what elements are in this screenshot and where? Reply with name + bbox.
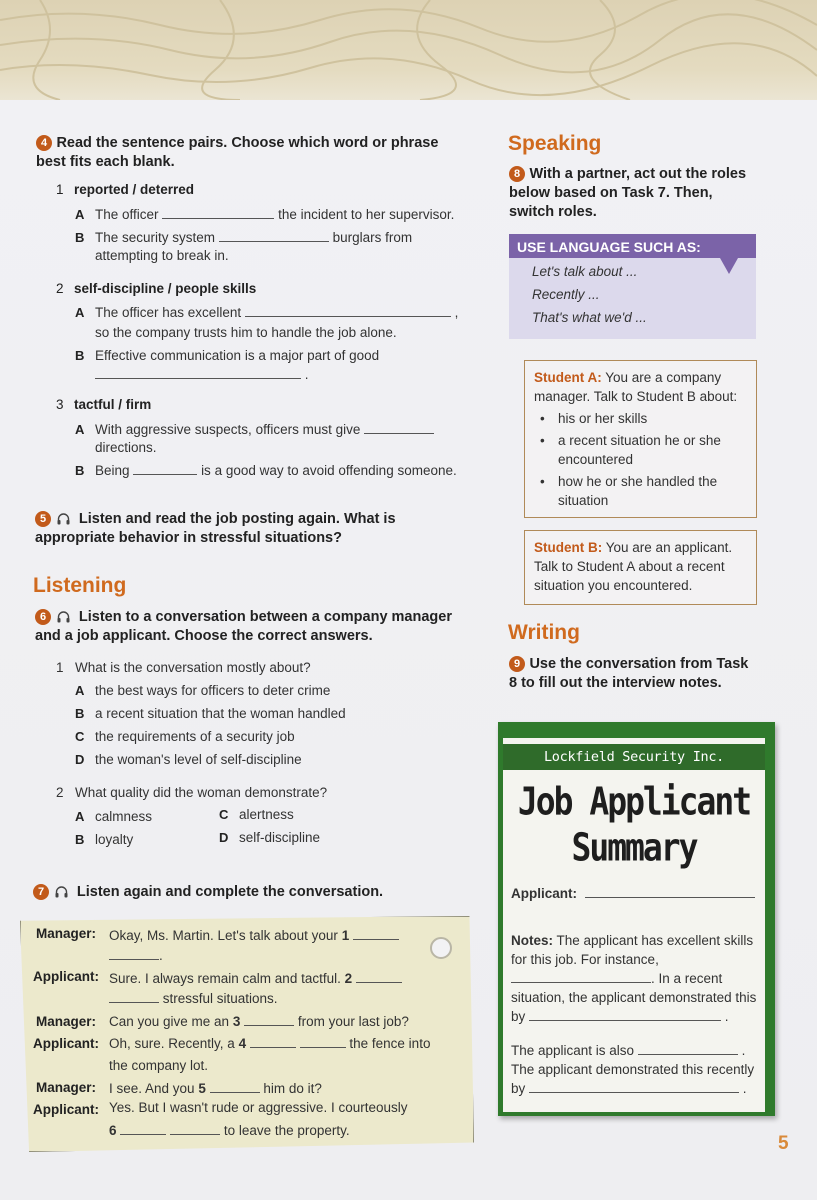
student-a-bullet: • his or her skills — [534, 409, 747, 428]
task-4-item-3a: A With aggressive suspects, officers must give — [75, 421, 434, 439]
card-title: Job Applicant Summary — [517, 779, 751, 870]
task-number-badge: 9 — [509, 656, 525, 672]
applicant-blank[interactable] — [585, 886, 755, 898]
student-b-text: You are an applicant. Talk to Student A about a recent situation you encountered. — [534, 540, 733, 593]
task-4-item-1b: B The security system burglars from — [75, 230, 413, 245]
task-6-question-1: 1 What is the conversation mostly about? — [56, 660, 311, 675]
task-6-q1-option-b[interactable]: B a recent situation that the woman handled — [75, 706, 346, 721]
task-6-q1-option-c[interactable]: C the requirements of a security job — [75, 729, 295, 744]
page-number: 5 — [778, 1133, 789, 1154]
conversation-line-5: I see. And you 5 him do it? — [109, 1081, 322, 1096]
answer-blank[interactable] — [95, 367, 301, 379]
conversation-line-1-cont: . — [109, 946, 163, 965]
conversation-line-6-cont: 6 to leave the property. — [109, 1123, 350, 1138]
language-phrase: Let's talk about ... — [532, 264, 638, 279]
conversation-line-1: Okay, Ms. Martin. Let's talk about your 1 — [109, 926, 399, 945]
writing-section-title: Writing — [508, 621, 580, 644]
task-6-text: Listen to a conversation between a company manager and a job applicant. Choose the correct answers. — [35, 609, 452, 644]
task-4-item-3b: B Being is a good way to avoid offending someone. — [75, 463, 457, 478]
task-8-instruction — [509, 165, 749, 222]
task-4-item-2a-cont: so the company trusts him to handle the job alone. — [95, 325, 397, 340]
answer-blank[interactable] — [109, 948, 159, 960]
language-box-heading: USE LANGUAGE SUCH AS: — [509, 234, 756, 258]
student-a-box — [524, 360, 757, 518]
answer-blank[interactable] — [364, 422, 434, 434]
task-number-badge: 8 — [509, 166, 525, 182]
answer-blank[interactable] — [250, 1036, 296, 1048]
speaker-label: Manager: — [36, 1080, 97, 1095]
task-6-q2-option-b[interactable]: B loyalty — [75, 832, 134, 847]
student-a-text: You are a company manager. Talk to Student B about: — [534, 370, 738, 404]
answer-blank[interactable] — [133, 463, 197, 475]
task-5-instruction — [35, 510, 455, 548]
task-7-text: Listen again and complete the conversation. — [76, 884, 384, 900]
task-4-item-1b-cont: attempting to break in. — [95, 248, 229, 263]
applicant-field: Applicant: — [511, 884, 755, 903]
answer-blank[interactable] — [356, 971, 402, 983]
task-4-item-1a: A The officer the incident to her supervisor. — [75, 207, 455, 222]
notes-blank[interactable] — [511, 971, 651, 983]
wood-grain-pattern — [0, 0, 817, 100]
task-number-badge: 5 — [35, 511, 51, 527]
task-6-q2-option-c[interactable]: C alertness — [219, 807, 294, 822]
notes-section: Notes: The applicant has excellent skills for this job. For instance, . In a recent situation, the applicant demonstrated this by . — [511, 933, 757, 1024]
language-phrase: Recently ... — [532, 287, 600, 302]
task-6-q2-option-a[interactable]: A calmness — [75, 809, 153, 824]
conversation-line-3: Can you give me an 3 from your last job? — [109, 1014, 409, 1029]
language-box — [509, 234, 756, 339]
answer-blank[interactable] — [219, 230, 329, 242]
answer-blank[interactable] — [244, 1014, 294, 1026]
conversation-line-4: Oh, sure. Recently, a 4 the fence into — [109, 1036, 431, 1051]
speaker-label: Manager: — [36, 926, 97, 941]
task-9-text: Use the conversation from Task 8 to fill out the interview notes. — [509, 656, 749, 691]
task-4-item-3a-cont: directions. — [95, 440, 157, 455]
listening-section-title: Listening — [33, 574, 127, 597]
answer-blank[interactable] — [245, 305, 451, 317]
conversation-line-4-cont: the company lot. — [109, 1058, 209, 1073]
notes-blank[interactable] — [638, 1043, 738, 1055]
student-b-box — [524, 530, 757, 605]
answer-blank[interactable] — [120, 1123, 166, 1135]
card-hole-punch — [430, 937, 452, 959]
task-4-text: Read the sentence pairs. Choose which word or phrase best fits each blank. — [36, 135, 439, 170]
header-texture-band — [0, 0, 817, 100]
task-4-item-3-heading: 3 tactful / firm — [56, 397, 152, 412]
student-a-bullet: • how he or she handled the situation — [534, 472, 747, 510]
student-a-label: Student A: — [534, 370, 602, 385]
speaker-label: Manager: — [36, 1014, 97, 1029]
answer-blank[interactable] — [300, 1036, 346, 1048]
student-a-bullet: • a recent situation he or she encountered — [534, 431, 747, 469]
task-5-text: Listen and read the job posting again. What is appropriate behavior in stressful situations? — [35, 511, 396, 546]
speaker-label: Applicant: — [33, 1036, 99, 1051]
task-7-instruction — [33, 883, 463, 902]
student-b-label: Student B: — [534, 540, 603, 555]
speaking-section-title: Speaking — [508, 132, 602, 155]
task-6-q2-option-d[interactable]: D self-discipline — [219, 830, 321, 845]
task-4-item-2b-blank: . — [95, 366, 309, 384]
headphones-icon — [57, 611, 70, 623]
task-number-badge: 6 — [35, 609, 51, 625]
task-4-item-2-heading: 2 self-discipline / people skills — [56, 281, 257, 296]
speaker-label: Applicant: — [33, 969, 99, 984]
notes-blank[interactable] — [529, 1009, 721, 1021]
conversation-line-2: Sure. I always remain calm and tactful. 2 — [109, 969, 402, 988]
task-6-question-2: 2 What quality did the woman demonstrate? — [56, 785, 328, 800]
task-6-q1-option-a[interactable]: A the best ways for officers to deter crime — [75, 683, 331, 698]
task-4-item-2b: B Effective communication is a major part of good — [75, 348, 380, 363]
headphones-icon — [57, 513, 70, 525]
notes-blank[interactable] — [529, 1081, 739, 1093]
answer-blank[interactable] — [109, 991, 159, 1003]
task-number-badge: 7 — [33, 884, 49, 900]
language-box-arrow — [720, 258, 738, 274]
speaker-label: Applicant: — [33, 1102, 99, 1117]
task-8-text: With a partner, act out the roles below based on Task 7. Then, switch roles. — [509, 166, 747, 220]
task-number-badge: 4 — [36, 135, 52, 151]
company-name-band: Lockfield Security Inc. — [503, 744, 765, 770]
language-phrase: That's what we'd ... — [532, 310, 647, 325]
task-4-item-1-heading: 1 reported / deterred — [56, 182, 195, 197]
task-6-q1-option-d[interactable]: D the woman's level of self-discipline — [75, 752, 302, 767]
conversation-line-2-cont: stressful situations. — [109, 989, 278, 1008]
answer-blank[interactable] — [170, 1123, 220, 1135]
task-4-instruction — [36, 134, 466, 172]
task-4-item-2a: A The officer has excellent , — [75, 305, 459, 320]
conversation-line-6: Yes. But I wasn't rude or aggressive. I courteously — [109, 1100, 408, 1115]
answer-blank[interactable] — [162, 207, 274, 219]
headphones-icon — [55, 886, 68, 898]
task-6-instruction — [35, 608, 465, 646]
answer-blank[interactable] — [353, 928, 399, 940]
answer-blank[interactable] — [210, 1081, 260, 1093]
notes-continued: The applicant is also . The applicant demonstrated this recently by . — [511, 1043, 755, 1096]
task-9-instruction — [509, 655, 749, 693]
